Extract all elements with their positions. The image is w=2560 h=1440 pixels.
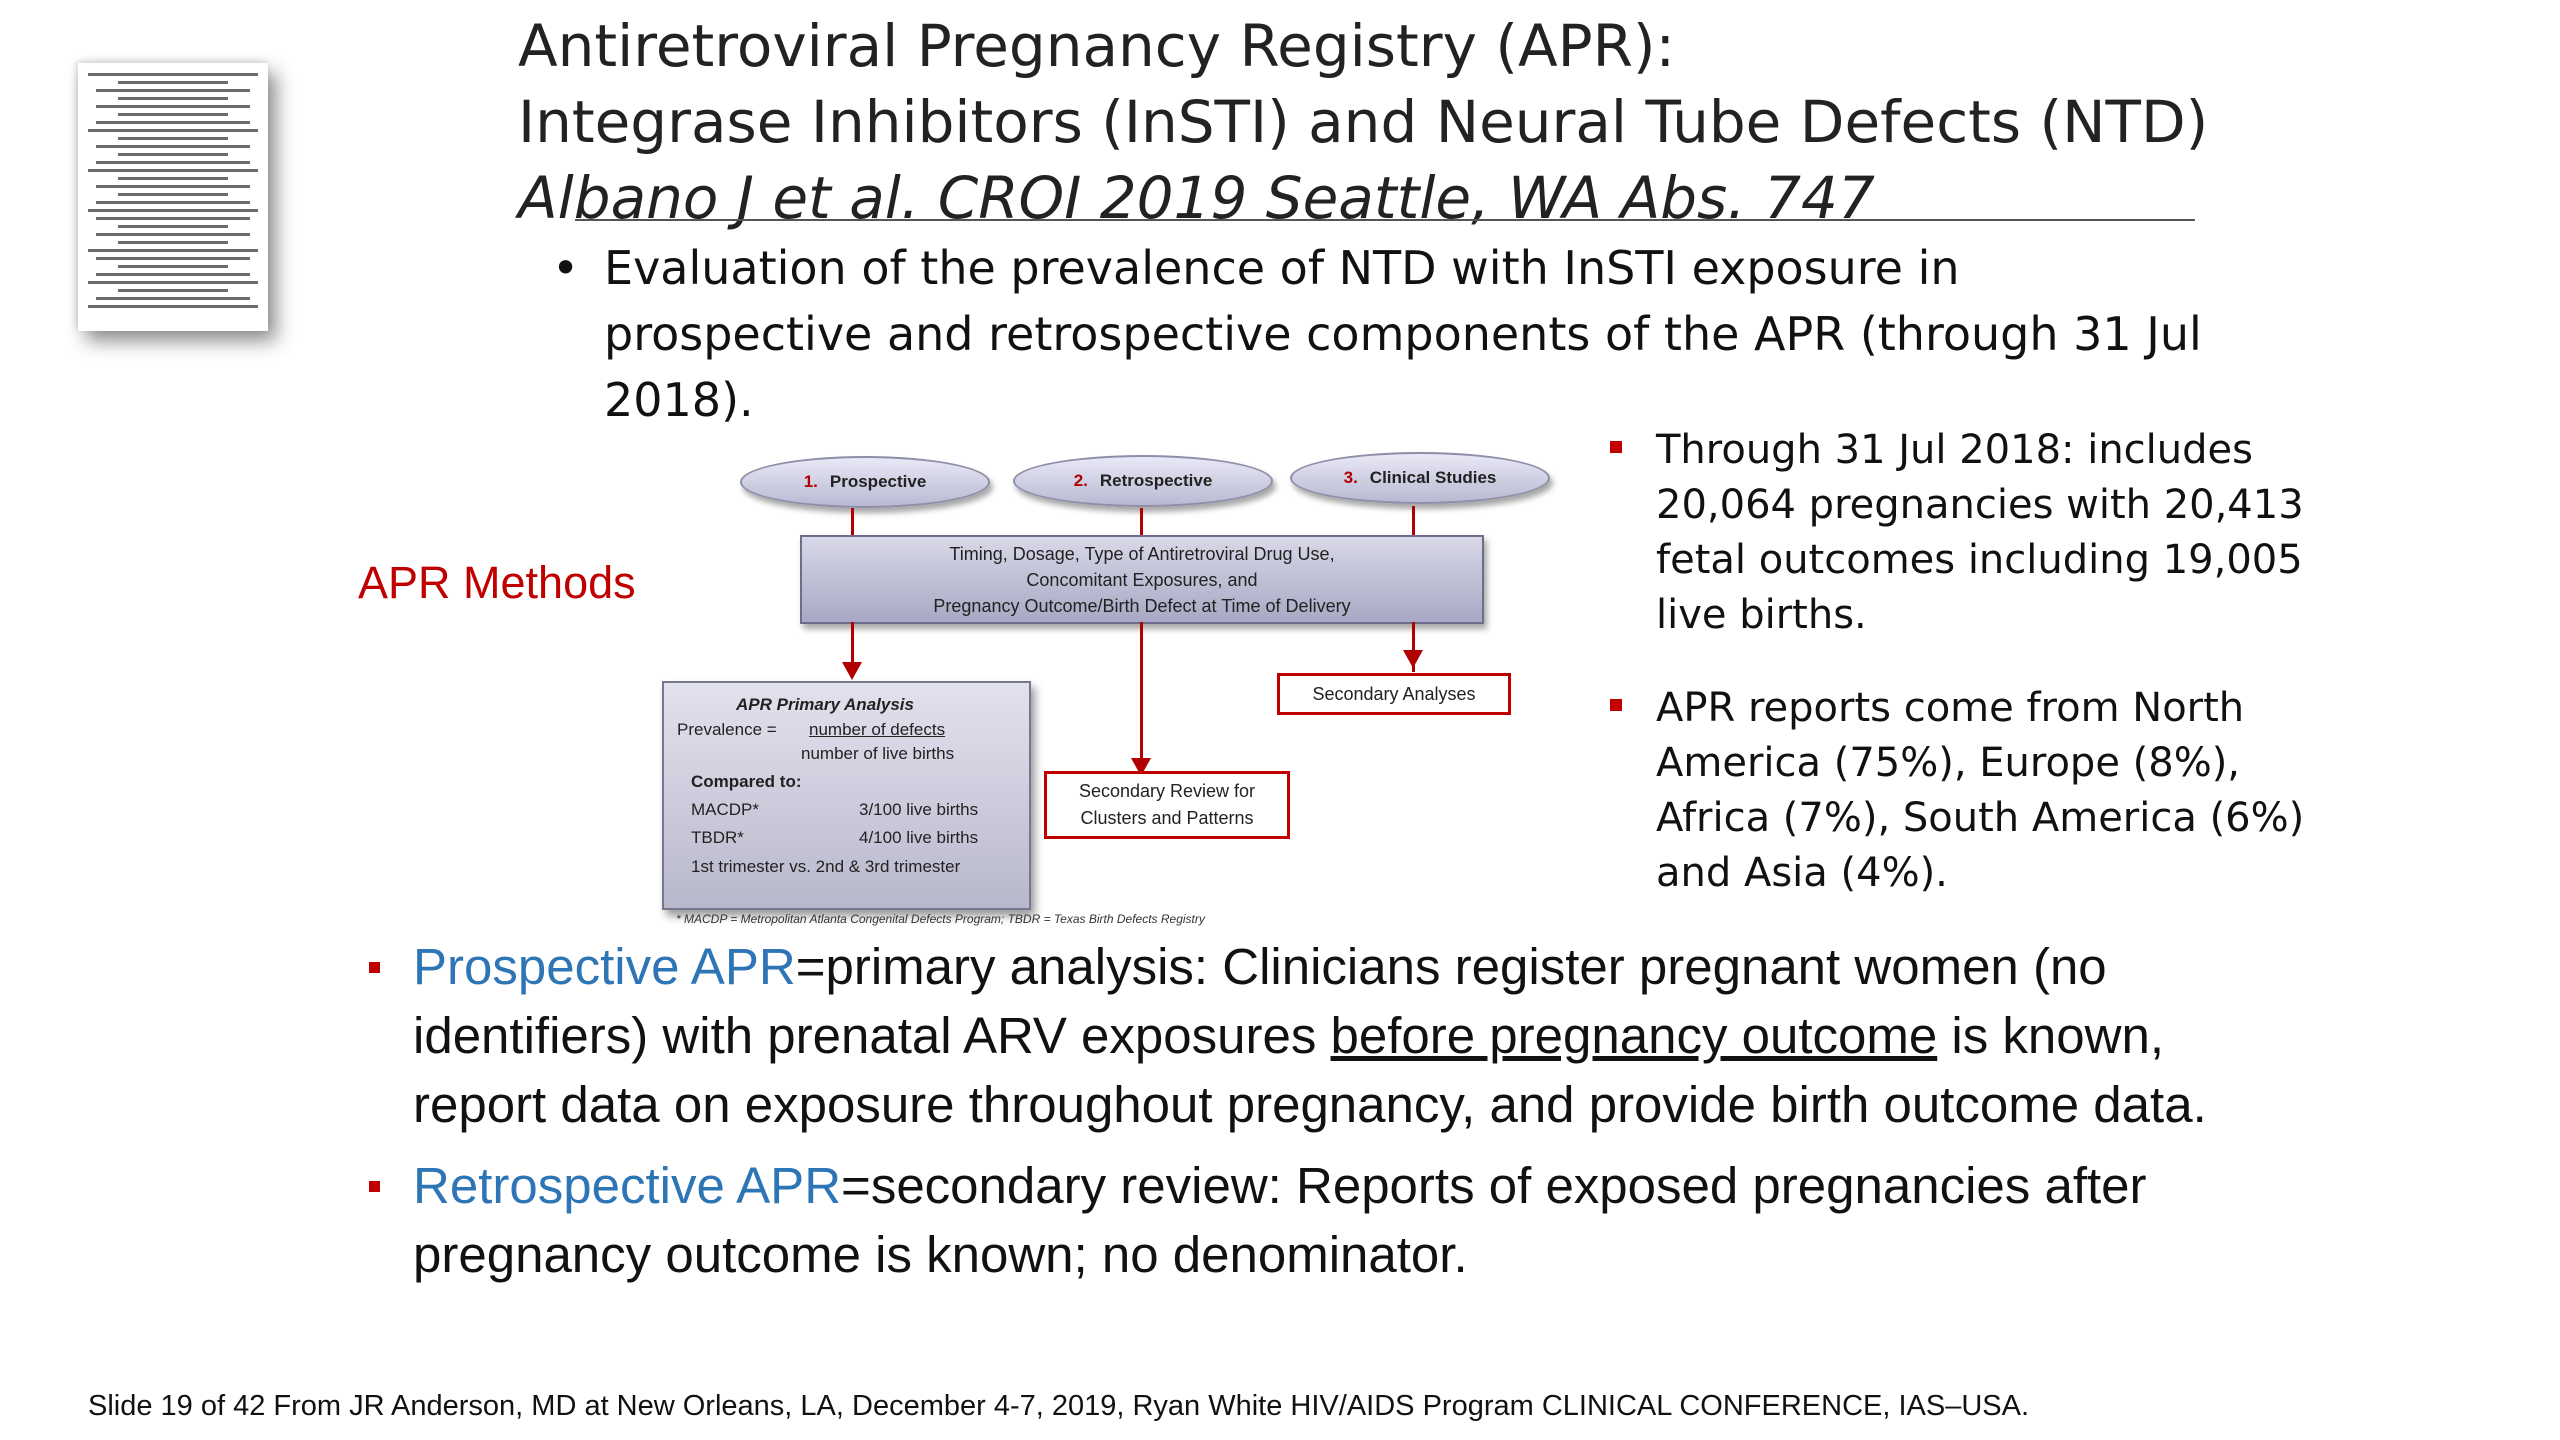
secondary-review-line: Clusters and Patterns <box>1080 808 1254 828</box>
source-oval-prospective <box>740 456 990 508</box>
trimester-comparison: 1st trimester vs. 2nd & 3rd trimester <box>691 857 961 876</box>
prevalence-numerator: number of defects <box>809 720 946 739</box>
list-item <box>1610 423 2310 643</box>
connector-line <box>1140 508 1143 535</box>
slide-title <box>518 8 2318 236</box>
list-item <box>365 1151 2265 1289</box>
data-collection-box <box>800 535 1484 624</box>
diagram-footnote: * MACDP = Metropolitan Atlanta Congenital Defects Program; TBDR = Texas Birth Defects Registry <box>676 912 1205 926</box>
bullet-text: is known, report data on exposure throughout pregnancy, and provide birth outcome data. <box>413 1007 2207 1133</box>
square-bullet-icon <box>369 962 380 973</box>
source-oval-clinical-studies <box>1290 452 1550 504</box>
list-item <box>365 932 2265 1139</box>
prevalence-denominator: number of live births <box>801 744 955 763</box>
main-bullet-list <box>365 932 2265 1301</box>
arrow-shaft <box>851 622 854 664</box>
intro-bullet-text: Evaluation of the prevalence of NTD with InSTI exposure in prospective and retrospective components of the APR (through 31 Jul 2018). <box>604 241 2202 427</box>
secondary-review-line: Secondary Review for <box>1078 781 1256 801</box>
primary-title: APR Primary Analysis <box>736 695 914 714</box>
comparison-name: MACDP* <box>691 800 760 819</box>
list-item <box>1610 681 2310 901</box>
source-label: Prospective <box>829 472 927 491</box>
secondary-review-box <box>1044 771 1290 839</box>
title-line-2: Integrase Inhibitors (InSTI) and Neural Tube Defects (NTD) <box>518 88 2209 156</box>
source-oval-retrospective <box>1013 455 1273 507</box>
bullet-marker: • <box>552 241 580 295</box>
bullet-underlined-text: before pregnancy outcome <box>1330 1007 1938 1064</box>
right-bullet-list <box>1610 423 2310 939</box>
title-citation: Albano J et al. CROI 2019 Seattle, WA Abs. 747 <box>518 164 1875 232</box>
data-box-line: Concomitant Exposures, and <box>1026 569 1258 590</box>
report-thumbnail <box>78 63 268 331</box>
source-label: Retrospective <box>1099 471 1213 490</box>
connector-line <box>851 508 854 535</box>
comparison-value: 3/100 live births <box>859 800 979 819</box>
square-bullet-icon <box>369 1181 380 1192</box>
title-line-1: Antiretroviral Pregnancy Registry (APR): <box>518 12 1676 80</box>
intro-bullet <box>552 235 2212 433</box>
slide-footer: Slide 19 of 42 From JR Anderson, MD at New Orleans, LA, December 4-7, 2019, Ryan White HIV/AIDS Program CLINICAL CONFERENCE, IAS–USA. <box>88 1390 2030 1422</box>
square-bullet-icon <box>1610 441 1622 453</box>
prevalence-label: Prevalence = <box>677 720 777 739</box>
apr-methods-label: APR Methods <box>358 557 636 608</box>
source-number: 2. <box>1073 471 1088 490</box>
connector-line <box>1412 506 1415 535</box>
source-label: Clinical Studies <box>1369 468 1497 487</box>
data-box-line: Pregnancy Outcome/Birth Defect at Time of Delivery <box>933 595 1351 616</box>
bullet-text: =secondary review: Reports of exposed pregnancies after pregnancy outcome is known; no denominator. <box>413 1157 2147 1283</box>
title-divider <box>575 219 2195 221</box>
retrospective-apr-term: Retrospective APR <box>413 1157 842 1214</box>
data-box-line: Timing, Dosage, Type of Antiretroviral Drug Use, <box>949 543 1335 564</box>
bullet-text: =primary analysis: Clinicians register pregnant women (no identifiers) with prenatal ARV exposures <box>413 938 2107 1064</box>
prospective-apr-term: Prospective APR <box>413 938 796 995</box>
arrow-down-icon <box>1403 650 1423 668</box>
list-item-text: APR reports come from North America (75%), Europe (8%), Africa (7%), South America (6%) and Asia (4%). <box>1656 685 2305 896</box>
arrow-shaft <box>1140 622 1143 760</box>
source-number: 1. <box>803 472 818 491</box>
source-number: 3. <box>1343 468 1358 487</box>
compared-label: Compared to: <box>691 772 802 791</box>
comparison-value: 4/100 live births <box>859 828 979 847</box>
secondary-analyses-box <box>1277 673 1511 715</box>
square-bullet-icon <box>1610 699 1622 711</box>
comparison-name: TBDR* <box>691 828 744 847</box>
arrow-down-icon <box>842 662 862 680</box>
primary-analysis-box <box>662 681 1031 910</box>
secondary-analyses-label: Secondary Analyses <box>1312 683 1476 704</box>
list-item-text: Through 31 Jul 2018: includes 20,064 pregnancies with 20,413 fetal outcomes including 19,005 live births. <box>1656 427 2304 638</box>
